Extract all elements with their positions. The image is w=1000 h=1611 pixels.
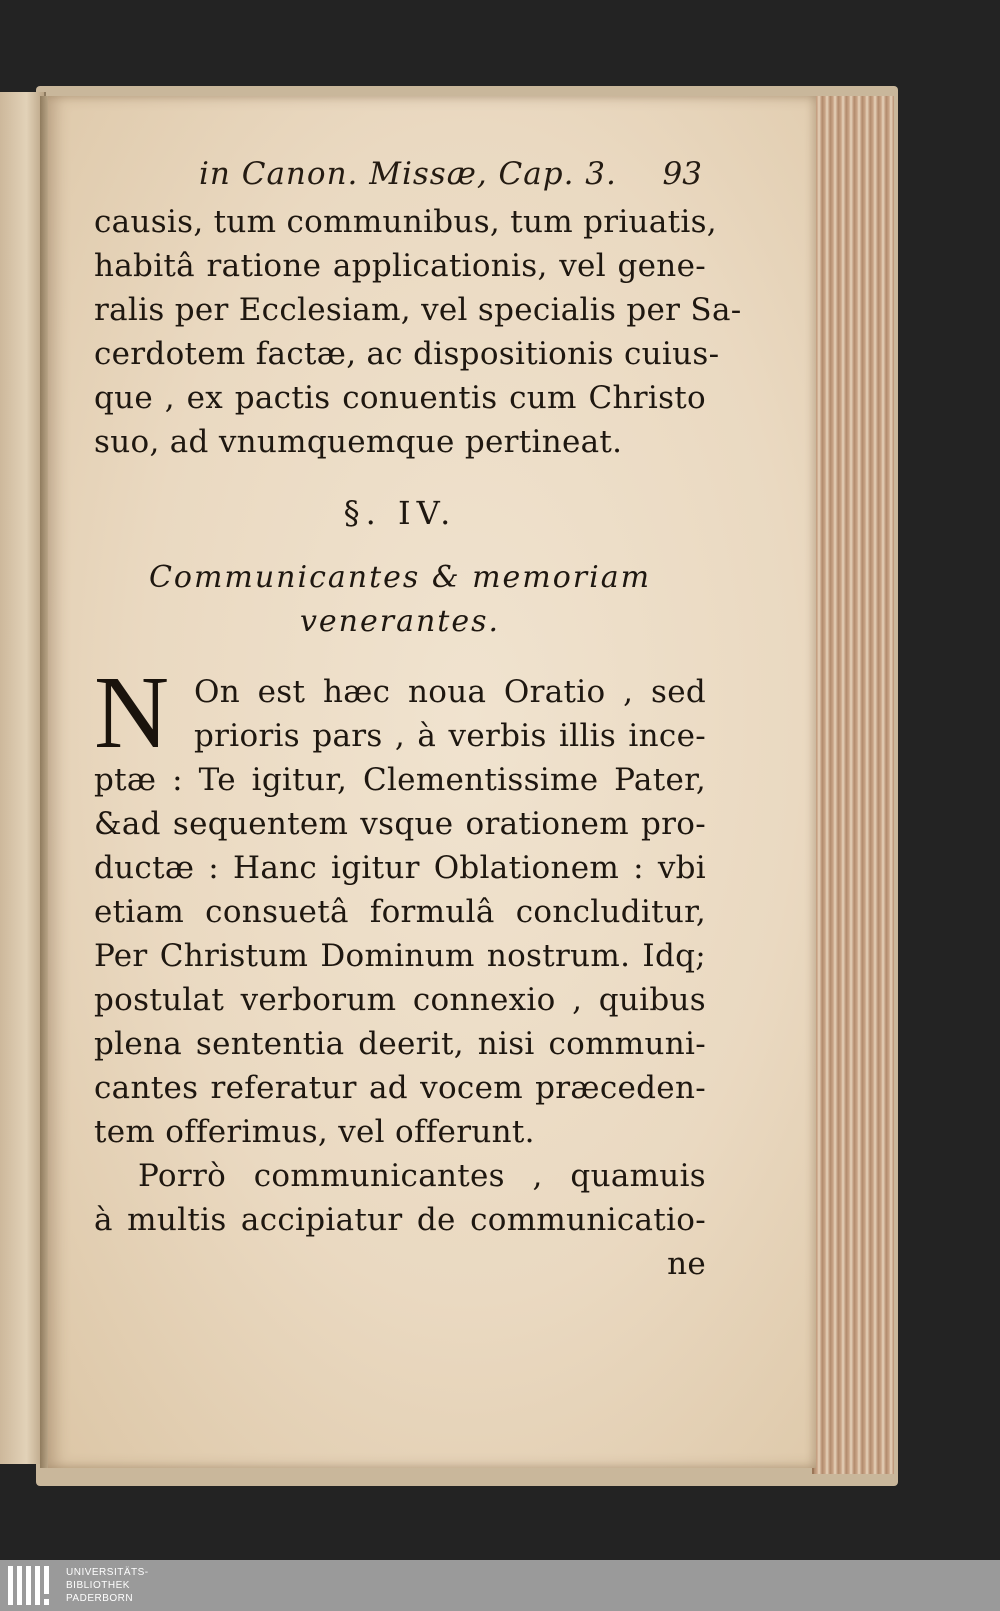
text-line: prioris pars , à verbis illis ince- [194,718,706,754]
library-name-line: PADERBORN [66,1593,134,1604]
footer-bar [0,1560,1000,1611]
text-line: postulat verborum connexio , quibus [94,982,706,1018]
text-line: On est hæc noua Oratio , sed [194,674,706,710]
paragraph [94,1154,706,1294]
text-line: habitâ ratione applicationis, vel gene- [94,248,706,284]
page-edges [812,96,894,1474]
text-line: à multis accipiatur de communicatio- [94,1202,706,1238]
text-line: causis, tum communibus, tum priuatis, [94,204,717,240]
library-logo-icon [8,1566,58,1605]
text-line: ductæ : Hanc igitur Oblationem : vbi [94,850,706,886]
text-line: cerdotem factæ, ac dispositionis cuius- [94,336,720,372]
text-line: plena sententia deerit, nisi communi- [94,1026,706,1062]
running-head [94,156,706,200]
section-mark: §. IV. [343,494,457,532]
text-line: Per Christum Dominum nostrum. Idq; [94,938,706,974]
library-name [66,1566,149,1605]
running-head-title: in Canon. Missæ, Cap. 3. [199,156,617,192]
text-line: ptæ : Te igitur, Clementissime Pater, [94,762,706,798]
text-line: etiam consuetâ formulâ concluditur, [94,894,706,930]
section-heading: Communicantes & memoriam [148,560,652,595]
text-line: tem offerimus, vel offerunt. [94,1114,535,1150]
text-line: Porrò communicantes , quamuis [138,1158,706,1194]
section-heading-continued: venerantes. [299,604,501,639]
drop-cap: N [94,655,170,770]
library-name-line: BIBLIOTHEK [66,1580,130,1591]
text-line: cantes referatur ad vocem præceden- [94,1070,706,1106]
text-line: &ad sequentem vsque orationem pro- [94,806,706,842]
catchword: ne [667,1246,706,1282]
library-name-line: UNIVERSITÄTS- [66,1567,149,1578]
text-line: que , ex pactis conuentis cum Christo [94,380,706,416]
page-number: 93 [662,156,702,192]
text-line: ralis per Ecclesiam, vel specialis per Sa- [94,292,742,328]
text-line: suo, ad vnumquemque pertineat. [94,424,623,460]
